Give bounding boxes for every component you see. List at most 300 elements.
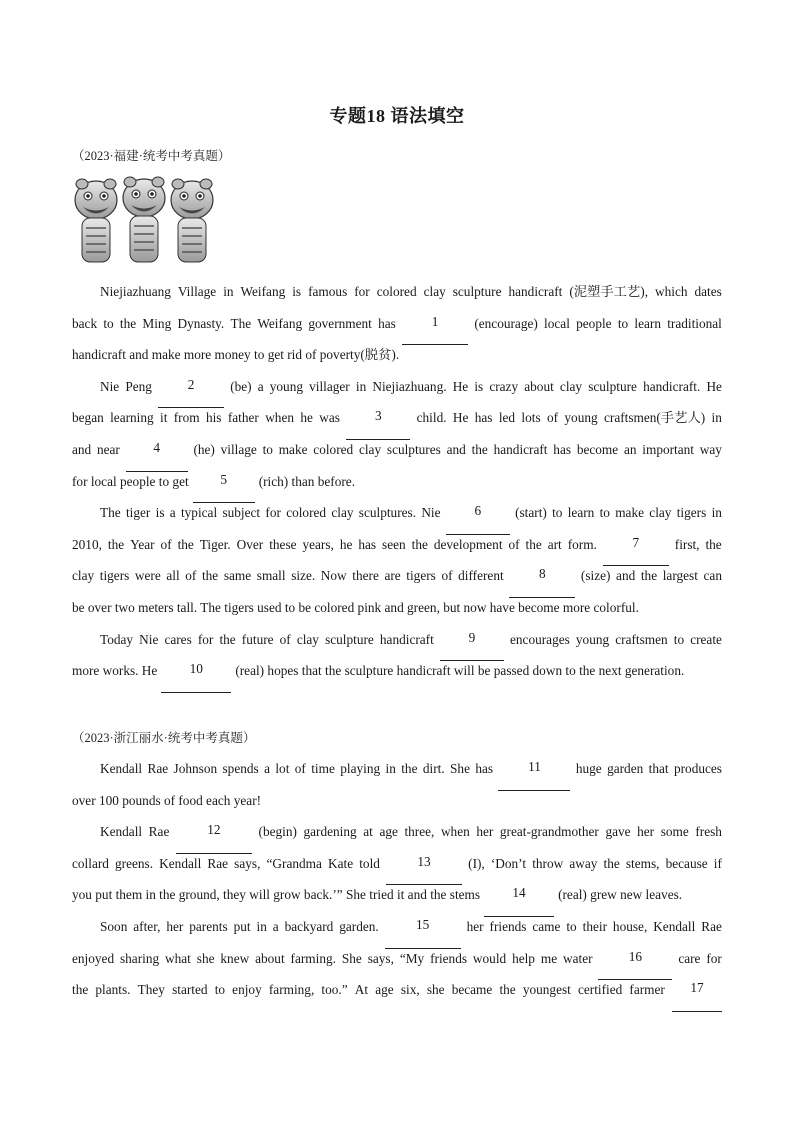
passage-text: some: [660, 824, 689, 840]
passage-text: greens.: [115, 855, 154, 871]
passage-text: garden: [607, 761, 644, 776]
passage-text: She: [450, 761, 470, 776]
passage-text: sculpture: [588, 378, 637, 394]
passage-text: in: [711, 410, 722, 426]
passage-text: handicraft and make more money to get rid of poverty(脱贫).: [72, 347, 400, 363]
passage-text: says,: [367, 950, 394, 966]
passage-text: (real) grew new leaves.: [558, 887, 683, 903]
passage-text: near: [96, 441, 120, 457]
passage-text: lot: [275, 761, 290, 776]
answer-blank-6[interactable]: 6: [446, 503, 510, 535]
passage-text: the: [471, 441, 488, 457]
passage-text: away: [569, 855, 598, 871]
passage-text: Niejiazhuang: [100, 284, 171, 299]
passage-text: villager: [309, 378, 350, 394]
passage-text: to: [103, 315, 114, 331]
passage-text: cares: [164, 631, 192, 647]
passage-text: came: [532, 918, 561, 934]
passage-text: can: [703, 568, 722, 584]
passage-text: tigers: [99, 568, 130, 584]
passage-text: has: [474, 410, 493, 426]
answer-blank-16[interactable]: 16: [598, 949, 672, 981]
answer-blank-11[interactable]: 11: [498, 759, 570, 791]
passage-text: handicraft.: [643, 378, 701, 394]
passage-text: Village: [177, 284, 217, 299]
passage-text: small: [256, 568, 286, 584]
passage-text: friends: [430, 950, 468, 966]
passage-text: house,: [612, 918, 648, 934]
passage-text: is: [292, 284, 302, 299]
passage-text: be over two meters tall. The tigers used to be colored pink and green, but now have become more colorful.: [72, 599, 639, 615]
passage-text: clay: [358, 441, 382, 457]
passage-text: government: [308, 315, 372, 331]
passage-text: age: [379, 824, 398, 840]
passage-text: to: [599, 505, 610, 521]
answer-blank-15[interactable]: 15: [385, 917, 461, 949]
passage-text: form.: [567, 536, 597, 552]
text-line: [72, 980, 722, 1012]
text-line: [72, 885, 722, 917]
answer-blank-4[interactable]: 4: [126, 440, 188, 472]
passage-text: young: [564, 410, 598, 426]
clay-tiger-image: [72, 176, 216, 268]
passage-text: Tiger.: [199, 536, 231, 552]
passage-text: the: [525, 536, 542, 552]
answer-blank-10[interactable]: 10: [161, 661, 231, 693]
passage-text: clay: [331, 505, 354, 521]
passage-text: local: [544, 315, 570, 331]
passage-text: The: [230, 315, 252, 331]
passage-text: for: [265, 505, 281, 521]
passage-text: was: [319, 410, 340, 426]
passage-text: dates: [694, 284, 722, 299]
text-line: [72, 440, 722, 472]
passage-text: Ming: [142, 315, 172, 331]
answer-blank-2[interactable]: 2: [158, 377, 224, 409]
passage-text: all: [166, 568, 180, 584]
passage-text: (start): [515, 505, 547, 521]
passage-text: village: [220, 441, 257, 457]
text-line: [72, 822, 722, 854]
passage-text: learn: [634, 315, 661, 331]
passage-text: has: [475, 761, 494, 776]
passage-text: the: [411, 536, 428, 552]
passage-2: [72, 759, 722, 1012]
passage-text: to: [617, 315, 629, 331]
passage-text: lots: [521, 410, 541, 426]
passage-text: to: [552, 505, 563, 521]
passage-text: subject: [222, 505, 261, 521]
text-line: [72, 377, 722, 409]
passage-text: began: [72, 410, 104, 426]
passage-text: me: [540, 950, 558, 966]
text-line: [72, 791, 722, 823]
answer-blank-1[interactable]: 1: [402, 314, 468, 346]
passage-text: enjoy: [232, 982, 262, 998]
passage-text: They: [137, 982, 165, 998]
passage-text: the: [201, 568, 219, 584]
passage-text: “My: [399, 950, 425, 966]
passage-text: are: [384, 568, 401, 584]
passage-text: clay: [72, 568, 95, 584]
text-line: [72, 598, 722, 630]
passage-text: of: [508, 536, 520, 552]
passage-text: child.: [416, 410, 447, 426]
passage-text: started: [172, 982, 208, 998]
passage-text: handicraft: [508, 284, 563, 299]
passage-text: to: [673, 631, 685, 647]
passage-text: the: [177, 536, 194, 552]
passage-text: At: [354, 982, 369, 998]
passage-text: clay: [649, 505, 672, 521]
answer-blank-8[interactable]: 8: [509, 566, 575, 598]
passage-text: the: [603, 855, 620, 871]
passage-text: her: [166, 918, 184, 934]
passage-text: for: [354, 284, 370, 299]
passage-text: when: [440, 824, 470, 840]
passage-text: parents: [189, 918, 228, 934]
passage-text: about: [524, 378, 554, 394]
passage-text: handicraft: [493, 441, 548, 457]
passage-text: help: [512, 950, 535, 966]
passage-text: colored: [376, 284, 417, 299]
passage-text: colored: [313, 441, 354, 457]
passage-text: handicraft: [379, 631, 434, 647]
passage-text: Kate: [328, 855, 354, 871]
passage-text: Johnson: [173, 761, 218, 776]
passage-text: you put them in the ground, they will grow back.’” She tried it and the stems: [72, 887, 481, 903]
passage-text: collard: [72, 855, 109, 871]
passage-text: Now: [320, 568, 347, 584]
passage-text: important: [642, 441, 694, 457]
passage-text: to: [214, 982, 226, 998]
passage-text: and: [616, 568, 636, 584]
passage-text: Weifang: [240, 284, 286, 299]
passage-text: to: [262, 441, 273, 457]
passage-text: led: [498, 410, 516, 426]
passage-text: same: [223, 568, 252, 584]
page-title: 专题18 语法填空: [329, 106, 465, 126]
passage-text: of: [546, 410, 559, 426]
passage-text: (begin): [258, 824, 297, 840]
passage-text: over 100 pounds of food each year!: [72, 792, 262, 808]
text-line: [72, 566, 722, 598]
answer-blank-14[interactable]: 14: [484, 885, 554, 917]
passage-text: youngest: [522, 982, 571, 998]
passage-text: He: [452, 378, 469, 394]
passage-text: Kendall: [100, 761, 143, 776]
passage-text: these: [269, 536, 297, 552]
answer-blank-7[interactable]: 7: [603, 535, 669, 567]
passage-text: at: [363, 824, 373, 840]
passage-text: in: [385, 761, 396, 776]
passage-text: she: [426, 982, 445, 998]
passage-text: friends: [489, 918, 527, 934]
passage-text: sculptures.: [358, 505, 417, 521]
answer-blank-17[interactable]: 17: [672, 980, 722, 1012]
passage-text: way: [699, 441, 722, 457]
passage-text: when: [265, 410, 294, 426]
passage-text: typical: [180, 505, 218, 521]
passage-text: throw: [532, 855, 564, 871]
passage-text: the: [401, 761, 418, 776]
answer-blank-3[interactable]: 3: [346, 408, 410, 440]
passage-text: of: [185, 568, 197, 584]
passage-text: enjoyed: [72, 950, 115, 966]
passage-text: Dynasty.: [177, 315, 225, 331]
passage-text: from: [173, 410, 200, 426]
passage-text: for: [706, 950, 722, 966]
passage-text: farming.: [290, 950, 336, 966]
passage-text: (泥塑手工艺),: [569, 284, 649, 299]
passage-text: Over: [236, 536, 264, 552]
passage-text: in: [711, 505, 722, 521]
passage-text: a: [272, 918, 279, 934]
text-line: [72, 345, 722, 377]
passage-text: care: [678, 950, 701, 966]
passage-text: craftsmen(手艺人): [604, 410, 706, 426]
passage-text: Kendall: [159, 855, 202, 871]
passage-text: Rae: [207, 855, 229, 871]
text-line: [72, 630, 722, 662]
passage-text: she: [196, 950, 215, 966]
passage-text: sculpture: [325, 631, 374, 647]
passage-text: art: [547, 536, 562, 552]
passage-text: and: [72, 441, 92, 457]
passage-text: the: [72, 982, 89, 998]
passage-text: and: [446, 441, 466, 457]
passage-text: in: [256, 918, 267, 934]
passage-text: The: [100, 505, 121, 521]
passage-text: dirt.: [422, 761, 445, 776]
passage-text: largest: [662, 568, 698, 584]
passage-text: a: [257, 378, 264, 394]
passage-text: an: [623, 441, 637, 457]
answer-blank-13[interactable]: 13: [386, 854, 462, 886]
source-label-1: （2023·福建·统考中考真题）: [72, 149, 231, 163]
passage-text: her: [466, 918, 484, 934]
passage-text: learning: [110, 410, 154, 426]
passage-text: it: [160, 410, 168, 426]
passage-text: 2010,: [72, 536, 102, 552]
passage-text: sculpture: [452, 284, 502, 299]
answer-blank-9[interactable]: 9: [440, 630, 504, 662]
passage-text: their: [582, 918, 607, 934]
source-label-2: （2023·浙江丽水·统考中考真题）: [72, 731, 256, 745]
passage-text: water: [563, 950, 593, 966]
text-line: [72, 917, 722, 949]
passage-text: gardening: [303, 824, 357, 840]
passage-text: Peng: [125, 378, 152, 394]
passage-text: development: [433, 536, 503, 552]
passage-text: he: [339, 536, 353, 552]
passage-text: He: [452, 410, 469, 426]
passage-text: colored: [286, 505, 327, 521]
passage-text: about: [255, 950, 285, 966]
passage-text: time: [311, 761, 335, 776]
passage-text: Weifang: [257, 315, 303, 331]
passage-text: six,: [400, 982, 420, 998]
passage-text: age: [375, 982, 394, 998]
passage-text: sculptures: [386, 441, 441, 457]
passage-text: farmer: [629, 982, 665, 998]
passage-text: Rae: [148, 824, 170, 840]
passage-text: clay: [423, 284, 446, 299]
passage-text: clay: [559, 378, 583, 394]
passage-text: fresh: [695, 824, 722, 840]
passage-text: (be): [230, 378, 252, 394]
passage-text: has: [553, 441, 572, 457]
passage-text: different: [458, 568, 504, 584]
passage-text: young: [269, 378, 303, 394]
text-line: [72, 949, 722, 981]
passage-text: the: [219, 631, 236, 647]
passage-text: of: [160, 536, 172, 552]
passage-text: (I),: [468, 855, 485, 871]
answer-blank-12[interactable]: 12: [176, 822, 252, 854]
text-line: [72, 759, 722, 791]
passage-text: Soon: [100, 918, 128, 934]
passage-text: Nie: [421, 505, 441, 521]
passage-text: for local people to get: [72, 473, 189, 489]
passage-text: that: [648, 761, 669, 776]
passage-text: Niejiazhuang.: [372, 378, 447, 394]
passage-text: his: [205, 410, 222, 426]
passage-text: (size): [580, 568, 611, 584]
text-line: [72, 408, 722, 440]
answer-blank-5[interactable]: 5: [193, 472, 255, 504]
passage-text: create: [690, 631, 722, 647]
passage-text: backyard: [284, 918, 334, 934]
passage-text: young: [575, 631, 610, 647]
passage-text: great-grandmother: [499, 824, 599, 840]
passage-text: years,: [302, 536, 334, 552]
passage-text: which: [655, 284, 688, 299]
text-line: [72, 535, 722, 567]
passage-text: of: [294, 761, 306, 776]
passage-text: the: [107, 536, 125, 552]
passage-text: the: [499, 982, 516, 998]
passage-text: craftsmen: [615, 631, 668, 647]
passage-1: [72, 282, 722, 693]
passage-text: in: [355, 378, 367, 394]
passage-text: says,: [234, 855, 261, 871]
passage-text: her: [637, 824, 655, 840]
passage-text: Kendall: [100, 824, 143, 840]
passage-text: make: [615, 505, 645, 521]
text-line: [72, 314, 722, 346]
passage-text: knew: [220, 950, 250, 966]
passage-text: make: [278, 441, 308, 457]
passage-text: become: [576, 441, 619, 457]
passage-text: has: [378, 315, 396, 331]
passage-text: for: [197, 631, 214, 647]
passage-text: after,: [133, 918, 161, 934]
passage-text: told: [359, 855, 380, 871]
text-line: [72, 503, 722, 535]
passage-text: father: [227, 410, 259, 426]
passage-text: were: [134, 568, 161, 584]
passage-text: of: [279, 631, 291, 647]
passage-text: tigers: [676, 505, 707, 521]
passage-text: gave: [605, 824, 631, 840]
passage-text: a: [264, 761, 270, 776]
passage-text: crazy: [489, 378, 519, 394]
passage-text: because: [665, 855, 708, 871]
passage-text: in: [223, 284, 234, 299]
passage-text: plants.: [95, 982, 131, 998]
passage-text: Nie: [139, 631, 159, 647]
passage-text: (real) hopes that the sculpture handicraft will be passed down to the next generation.: [235, 663, 685, 679]
passage-text: the: [705, 536, 722, 552]
passage-text: first,: [674, 536, 700, 552]
text-line: [72, 661, 722, 693]
passage-text: (encourage): [474, 315, 538, 331]
passage-text: clay: [296, 631, 319, 647]
passage-text: of: [441, 568, 453, 584]
passage-text: too.”: [321, 982, 348, 998]
passage-text: future: [241, 631, 274, 647]
text-line: [72, 854, 722, 886]
passage-text: Today: [100, 631, 134, 647]
text-line: [72, 472, 722, 504]
passage-text: famous: [308, 284, 348, 299]
passage-text: seen: [382, 536, 406, 552]
passage-text: three,: [404, 824, 435, 840]
passage-text: garden.: [339, 918, 379, 934]
passage-text: ‘Don’t: [490, 855, 527, 871]
passage-text: playing: [340, 761, 381, 776]
passage-text: what: [165, 950, 191, 966]
passage-text: spends: [222, 761, 259, 776]
passage-text: has: [358, 536, 377, 552]
passage-text: farming,: [268, 982, 315, 998]
passage-text: (rich) than before.: [258, 473, 356, 489]
passage-text: is: [474, 378, 484, 394]
passage-text: certified: [577, 982, 623, 998]
passage-text: She: [341, 950, 362, 966]
passage-text: stems,: [625, 855, 660, 871]
passage-text: tiger: [125, 505, 151, 521]
passage-text: produces: [673, 761, 722, 776]
passage-text: tigers: [406, 568, 436, 584]
passage-text: He: [706, 378, 722, 394]
passage-text: he: [300, 410, 313, 426]
passage-text: Rae: [147, 761, 169, 776]
passage-text: if: [713, 855, 722, 871]
passage-text: back: [72, 315, 98, 331]
passage-text: size.: [291, 568, 316, 584]
passage-text: people: [576, 315, 612, 331]
passage-text: is: [155, 505, 165, 521]
passage-text: became: [451, 982, 493, 998]
passage-text: would: [472, 950, 507, 966]
passage-text: encourages: [510, 631, 570, 647]
passage-text: there: [352, 568, 379, 584]
passage-text: “Grandma: [266, 855, 322, 871]
passage-text: Rae: [701, 918, 722, 934]
passage-text: learn: [567, 505, 595, 521]
text-line: [72, 282, 722, 314]
passage-text: Year: [130, 536, 155, 552]
passage-text: huge: [575, 761, 602, 776]
passage-text: the: [119, 315, 137, 331]
passage-text: to: [566, 918, 577, 934]
passage-text: Kendall: [653, 918, 696, 934]
passage-text: Nie: [100, 378, 120, 394]
passage-text: her: [476, 824, 494, 840]
passage-text: sharing: [119, 950, 160, 966]
